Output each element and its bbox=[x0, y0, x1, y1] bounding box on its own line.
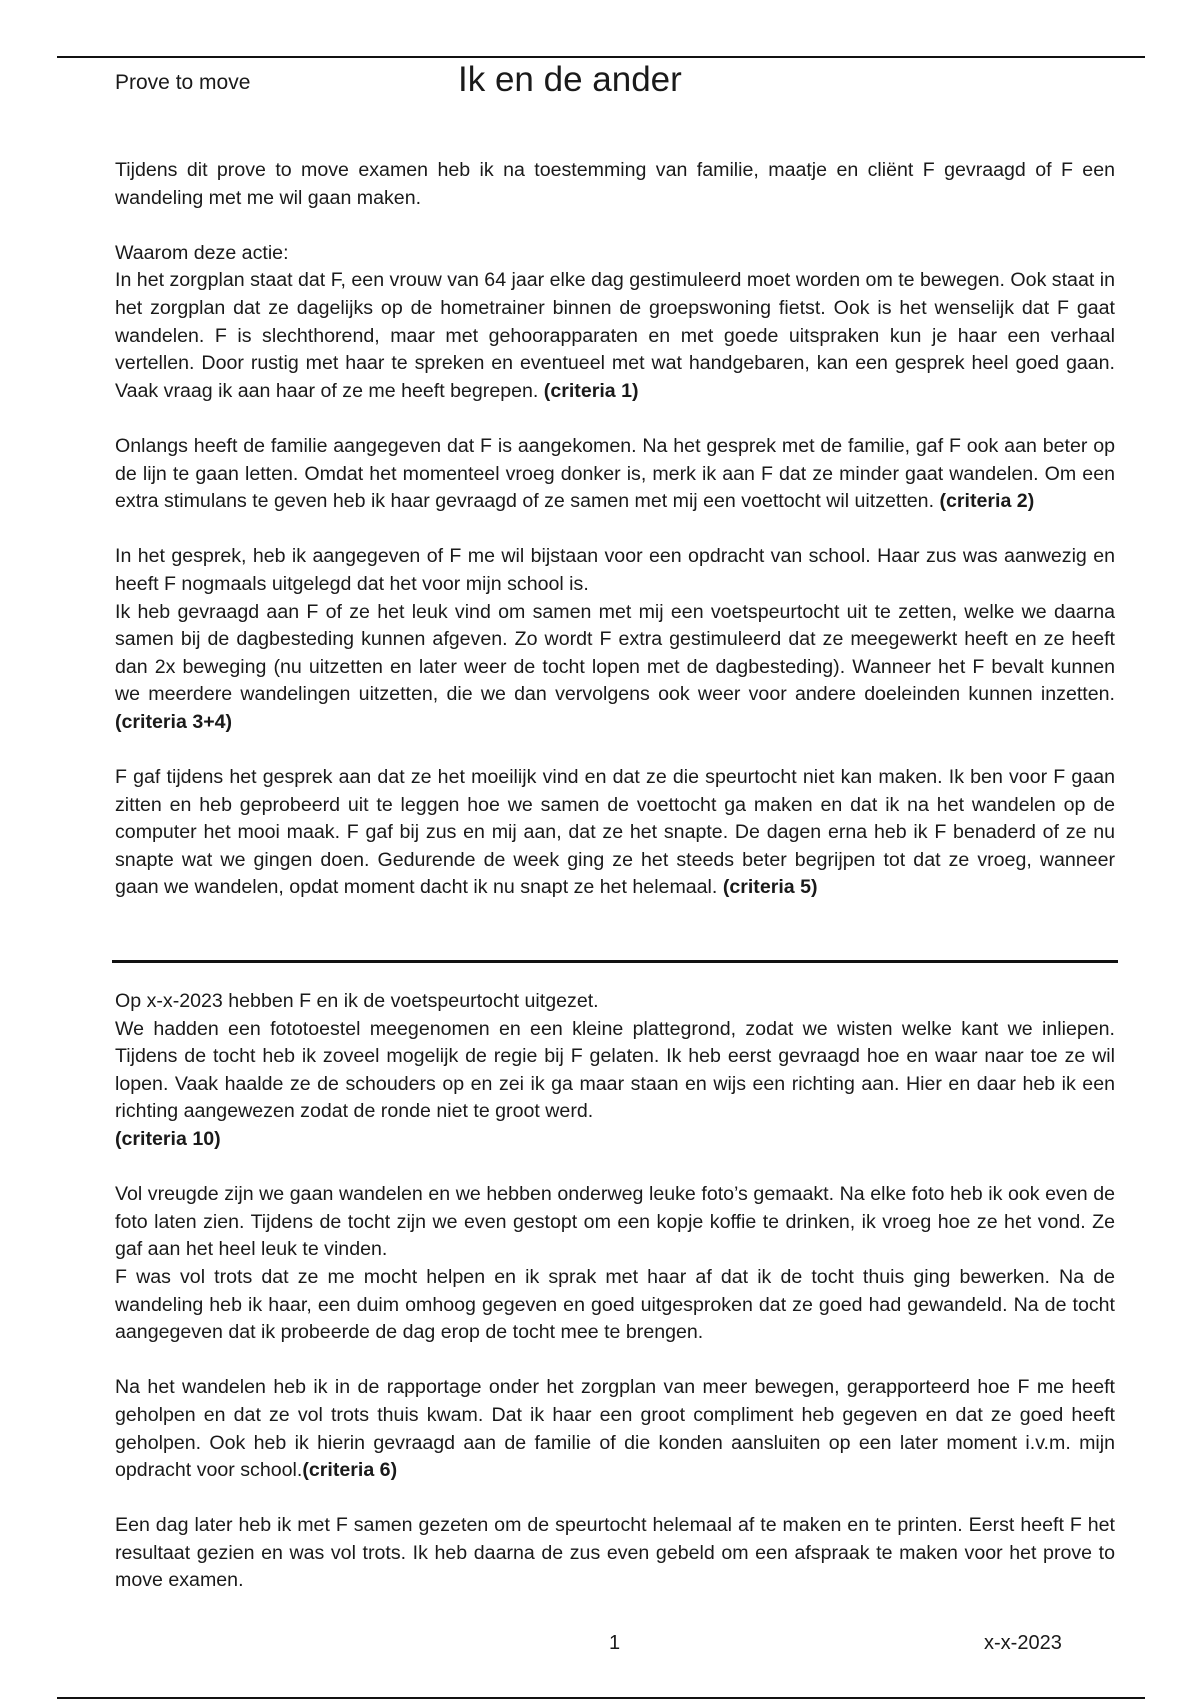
page-number: 1 bbox=[609, 1632, 621, 1654]
section-before-divider bbox=[115, 157, 1115, 902]
page-title: Ik en de ander bbox=[458, 60, 682, 99]
intro-paragraph: Tijdens dit prove to move examen heb ik na toestemming van familie, maatje en cliënt F gevraagd of F een wandeling met me wil gaan maken. bbox=[115, 159, 1115, 209]
date-paragraph: Op x-x-2023 hebben F en ik de voetspeurtocht uitgezet. bbox=[115, 990, 599, 1012]
weight-paragraph bbox=[115, 433, 1115, 516]
report-text: Na het wandelen heb ik in de rapportage onder het zorgplan van meer bewegen, gerapporteerd hoe F me heeft geholpen en dat ze vol trots thuis kwam. Dat ik haar een groot compliment heb gegeven en dat ze goed heeft geholpen. Ook heb ik hierin gevraagd aan de familie of die konden aansluiten op een later moment i.v.m. mijn opdracht voor school. bbox=[115, 1376, 1115, 1482]
why-paragraph bbox=[115, 267, 1115, 405]
top-rule bbox=[57, 56, 1145, 58]
speurtocht-text: Ik heb gevraagd aan F of ze het leuk vind om samen met mij een voetspeurtocht uit te zetten, welke we daarna samen bij de dagbesteding kunnen afgeven. Zo wordt F extra gestimuleerd dat ze meegewerkt heeft en ze heeft dan 2x beweging (nu uitzetten en later weer de tocht lopen met de dagbesteding). Wanneer het F bevalt kunnen we meerdere wandelingen uitzetten, die we dan vervolgens ook weer voor andere doeleinden kunnen inzetten. bbox=[115, 600, 1115, 706]
school-paragraph: In het gesprek, heb ik aangegeven of F me wil bijstaan voor een opdracht van school. Haar zus was aanwezig en heeft F nogmaals uitgelegd dat het voor mijn school is. bbox=[115, 545, 1115, 595]
section-divider bbox=[112, 960, 1118, 963]
criteria-1-label: (criteria 1) bbox=[543, 379, 639, 402]
joy-paragraph: Vol vreugde zijn we gaan wandelen en we hebben onderweg leuke foto’s gemaakt. Na elke foto heb ik ook even de foto laten zien. Tijdens de tocht zijn we even gestopt om een kopje koffie te drinken, ik vroeg hoe ze het vond. Ze gaf aan het heel leuk te vinden. bbox=[115, 1183, 1115, 1261]
criteria-3-4-label: (criteria 3+4) bbox=[115, 710, 233, 733]
speurtocht-paragraph bbox=[115, 599, 1115, 737]
why-heading: Waarom deze actie: bbox=[115, 241, 289, 264]
criteria-5-label: (criteria 5) bbox=[722, 876, 818, 899]
report-paragraph bbox=[115, 1374, 1115, 1484]
pride-paragraph: F was vol trots dat ze me mocht helpen en ik sprak met haar af dat ik de tocht thuis ging bewerken. Na de wandeling heb ik haar, een duim omhoog gegeven en goed uitgesproken dat ze goed had gewandeld. Na de tocht aangegeven dat ik probeerde de dag erop de tocht mee te brengen. bbox=[115, 1265, 1115, 1344]
section-after-divider bbox=[115, 988, 1115, 1595]
print-paragraph: Een dag later heb ik met F samen gezeten om de speurtocht helemaal af te maken en te printen. Eerst heeft F het resultaat gezien en was vol trots. Ik heb daarna de zus even gebeld om een afspraak te maken voor het prove to move examen. bbox=[115, 1514, 1115, 1592]
weight-text: Onlangs heeft de familie aangegeven dat F is aangekomen. Na het gesprek met de familie, gaf F ook aan beter op de lijn te gaan letten. Omdat het momenteel vroeg donker is, merk ik aan F dat ze minder gaat wandelen. Om een extra stimulans te geven heb ik haar gevraagd of ze samen met mij een voettocht wil uitzetten. bbox=[115, 434, 1115, 513]
understanding-paragraph bbox=[115, 764, 1115, 902]
criteria-10-label: (criteria 10) bbox=[115, 1127, 221, 1150]
header-label: Prove to move bbox=[115, 71, 251, 94]
why-text: In het zorgplan staat dat F, een vrouw van 64 jaar elke dag gestimuleerd moet worden om te bewegen. Ook staat in het zorgplan dat ze dagelijks op de hometrainer binnen de groepswoning fietst. Ook is het wenselijk dat F gaat wandelen. F is slechthorend, maar met gehoorapparaten en met goede uitspraken kun je haar een verhaal vertellen. Door rustig met haar te spreken en eventueel met wat handgebaren, kan een gesprek heel goed gaan. Vaak vraag ik aan haar of ze me heeft begrepen. bbox=[115, 269, 1115, 402]
bottom-rule bbox=[57, 1697, 1145, 1699]
understanding-text: F gaf tijdens het gesprek aan dat ze het moeilijk vind en dat ze die speurtocht niet kan maken. Ik ben voor F gaan zitten en heb geprobeerd uit te leggen hoe we samen de voettocht ga maken en dat ik na het wandelen op de computer het mooi maak. F gaf bij zus en mij aan, dat ze het snapte. De dagen erna heb ik F benaderd of ze nu snapte wat we gingen doen. Gedurende de week ging ze het steeds beter begrijpen tot dat ze vroeg, wanneer gaan we wandelen, opdat moment dacht ik nu snapt ze het helemaal. bbox=[115, 766, 1115, 899]
footer-date: x-x-2023 bbox=[984, 1632, 1062, 1654]
criteria-6-label: (criteria 6) bbox=[302, 1459, 398, 1482]
tour-paragraph: We hadden een fototoestel meegenomen en een kleine plattegrond, zodat we wisten welke kant we inliepen. Tijdens de tocht heb ik zoveel mogelijk de regie bij F gelaten. Ik heb eerst gevraagd hoe en waar naar toe ze wil lopen. Vaak haalde ze de schouders op en zei ik ga maar staan en wijs een richting aan. Hier en daar heb ik een richting aangewezen zodat de ronde niet te groot werd. bbox=[115, 1017, 1115, 1123]
criteria-2-label: (criteria 2) bbox=[939, 490, 1035, 513]
